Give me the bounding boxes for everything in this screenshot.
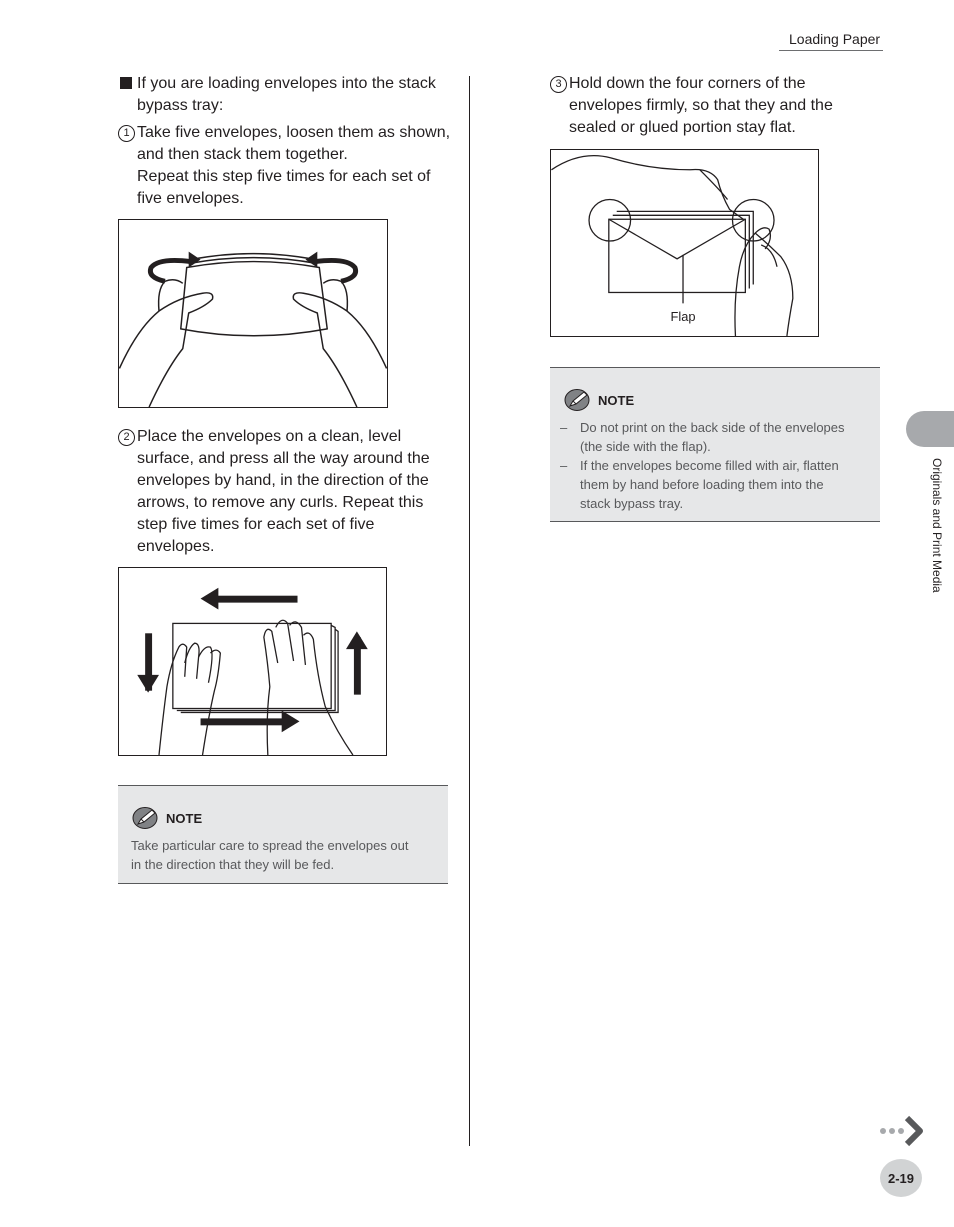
flap-label: Flap: [670, 309, 696, 325]
column-divider: [469, 76, 470, 1146]
step-3-text: Hold down the four corners of the envelopes firmly, so that they and the sealed or glued portion stay flat.: [569, 75, 833, 136]
header-rule: [779, 50, 883, 51]
next-page-arrow-icon[interactable]: [878, 1114, 926, 1148]
note-title: NOTE: [166, 810, 203, 826]
press-envelopes-illustration: [119, 568, 386, 755]
step-1-text: Take five envelopes, loosen them as shown, and then stack them together. Repeat this step five times for each set of five envelopes.: [137, 124, 451, 207]
figure-loosen-envelopes: [118, 219, 388, 408]
step-number-3: 3: [550, 76, 567, 93]
figure-hold-corners: [550, 149, 819, 337]
note-list-item: – If the envelopes become filled with air, flatten them by hand before loading them into the stack bypass tray.: [560, 458, 839, 511]
note-header: [132, 806, 202, 830]
pencil-note-icon: [132, 806, 160, 830]
pencil-note-icon: [564, 388, 592, 412]
step-number-1: 1: [118, 125, 135, 142]
step-2-text: Place the envelopes on a clean, level surface, and press all the way around the envelopes by hand, in the direction of the arrows, to remove any curls. Repeat this step five times for each set of five envelopes.: [137, 428, 430, 555]
hold-corners-illustration: [551, 150, 818, 336]
chapter-tab-label: Originals and Print Media: [930, 458, 944, 593]
note-text-left: Take particular care to spread the envelopes out in the direction that they will be fed.: [131, 838, 409, 872]
note-box-right: [550, 367, 880, 522]
chapter-tab: [906, 411, 954, 447]
note-header: [564, 388, 634, 412]
running-header: Loading Paper: [789, 31, 881, 47]
loosen-envelopes-illustration: [119, 220, 387, 407]
note-title: NOTE: [598, 392, 635, 408]
note-list-item: – Do not print on the back side of the envelopes (the side with the flap).: [560, 420, 845, 454]
page-number: 2-19: [880, 1159, 922, 1197]
note-list-right: [560, 418, 875, 513]
figure-press-envelopes: [118, 567, 387, 756]
note-box-left: [118, 785, 448, 884]
section-heading: If you are loading envelopes into the stack bypass tray:: [137, 75, 436, 114]
square-bullet-icon: [120, 77, 132, 89]
step-number-2: 2: [118, 429, 135, 446]
